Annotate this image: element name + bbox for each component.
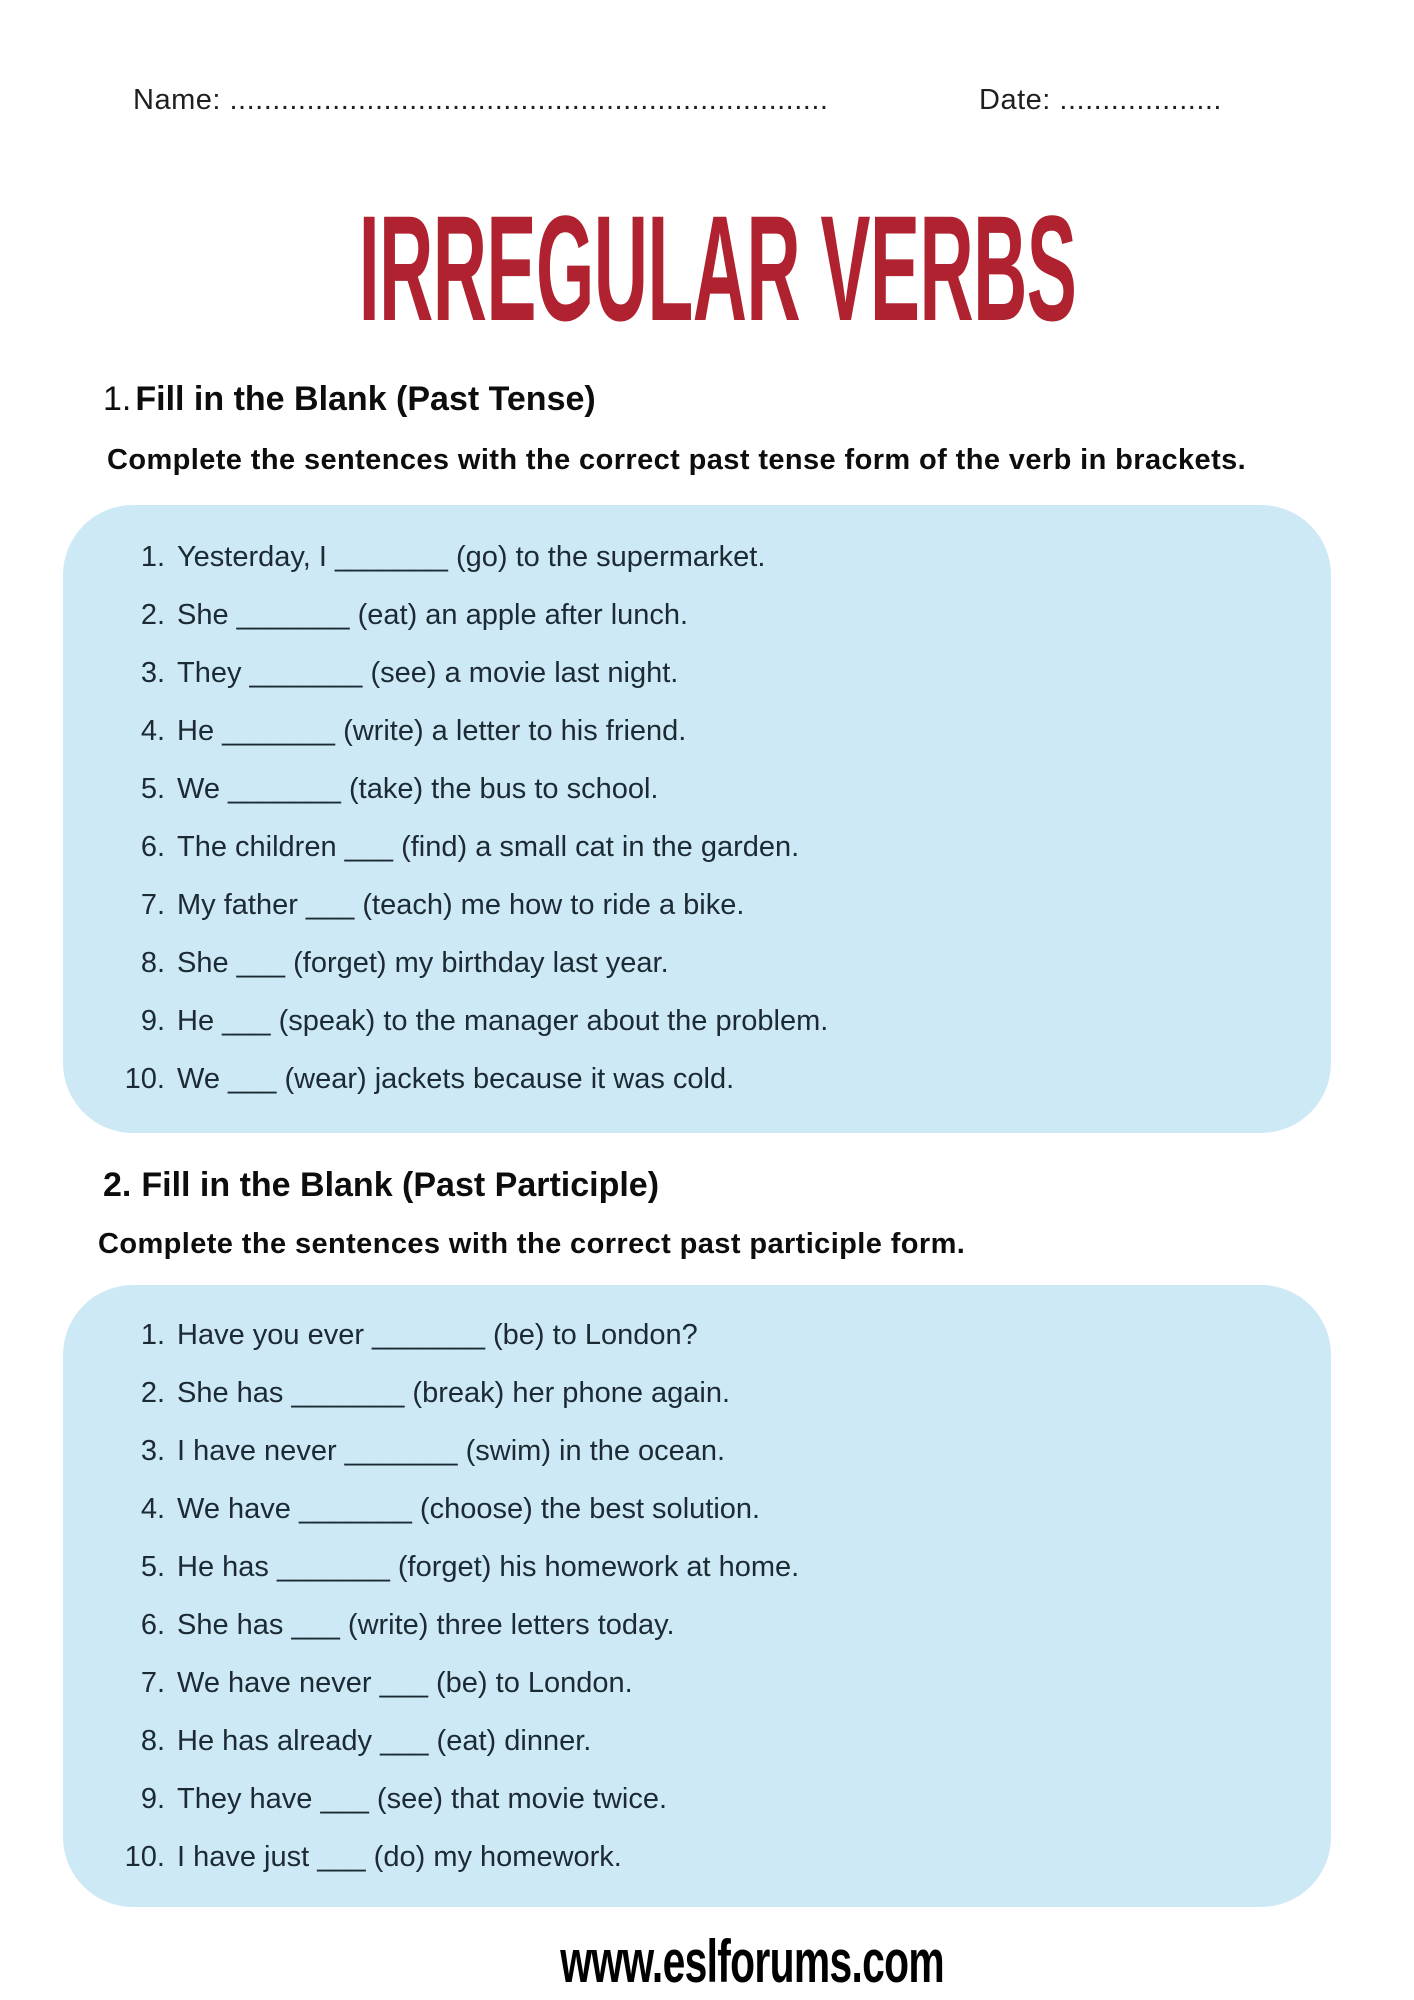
exercise-item <box>93 644 1301 702</box>
exercise-item <box>93 528 1301 586</box>
section-2-title: Fill in the Blank (Past Participle) <box>141 1166 660 1204</box>
item-text: She ___ (forget) my birthday last year. <box>177 947 669 979</box>
section-1-title: Fill in the Blank (Past Tense) <box>135 380 596 418</box>
section-2-number: 2. <box>103 1166 132 1204</box>
item-text: Have you ever _______ (be) to London? <box>177 1319 698 1351</box>
item-text: He has already ___ (eat) dinner. <box>177 1725 592 1757</box>
date-field: Date: ................... <box>979 84 1222 116</box>
item-text: She _______ (eat) an apple after lunch. <box>177 599 689 631</box>
item-number: 5. <box>140 1551 165 1583</box>
footer-row <box>0 1928 1414 1995</box>
exercise-panel-past-tense <box>63 505 1331 1133</box>
title-row <box>0 183 1414 352</box>
exercise-item <box>93 992 1301 1050</box>
item-number: 2. <box>140 599 165 631</box>
exercise-item <box>93 1770 1301 1828</box>
exercise-item <box>93 1828 1301 1886</box>
item-text: He has _______ (forget) his homework at home. <box>177 1551 800 1583</box>
exercise-item <box>93 818 1301 876</box>
item-text: He _______ (write) a letter to his friend. <box>177 715 687 747</box>
item-text: She has _______ (break) her phone again. <box>177 1377 731 1409</box>
item-number: 10. <box>124 1841 165 1873</box>
exercise-item <box>93 934 1301 992</box>
item-number: 9. <box>140 1005 165 1037</box>
exercise-item <box>93 1538 1301 1596</box>
item-text: We have never ___ (be) to London. <box>177 1667 633 1699</box>
exercise-item <box>93 1306 1301 1364</box>
item-number: 3. <box>140 1435 165 1467</box>
exercise-item <box>93 1654 1301 1712</box>
item-number: 10. <box>124 1063 165 1095</box>
exercise-item <box>93 1480 1301 1538</box>
item-number: 8. <box>140 947 165 979</box>
item-text: Yesterday, I _______ (go) to the supermarket. <box>177 541 766 573</box>
item-number: 4. <box>140 1493 165 1525</box>
item-number: 6. <box>140 831 165 863</box>
item-number: 1. <box>140 541 165 573</box>
website-url: www.eslforums.com <box>560 1928 944 1995</box>
item-number: 7. <box>140 889 165 921</box>
item-text: They _______ (see) a movie last night. <box>177 657 679 689</box>
section-2-instruction: Complete the sentences with the correct past participle form. <box>98 1228 966 1260</box>
item-text: I have just ___ (do) my homework. <box>177 1841 622 1873</box>
header-row <box>0 0 1414 117</box>
exercise-item <box>93 702 1301 760</box>
item-number: 8. <box>140 1725 165 1757</box>
item-text: I have never _______ (swim) in the ocean. <box>177 1435 726 1467</box>
exercise-item <box>93 1596 1301 1654</box>
item-text: We have _______ (choose) the best solution. <box>177 1493 761 1525</box>
exercise-item <box>93 1050 1301 1108</box>
item-number: 2. <box>140 1377 165 1409</box>
exercise-item <box>93 1364 1301 1422</box>
exercise-item <box>93 1422 1301 1480</box>
item-number: 1. <box>140 1319 165 1351</box>
section-2-heading <box>103 1163 1414 1207</box>
item-number: 5. <box>140 773 165 805</box>
item-text: We _______ (take) the bus to school. <box>177 773 659 805</box>
section-1-instruction: Complete the sentences with the correct past tense form of the verb in brackets. <box>107 444 1247 476</box>
page-title: IRREGULAR VERBS <box>358 183 1077 352</box>
exercise-item <box>93 586 1301 644</box>
item-text: The children ___ (find) a small cat in the garden. <box>177 831 800 863</box>
item-number: 4. <box>140 715 165 747</box>
exercise-item <box>93 760 1301 818</box>
name-field: Name: ...................................................................... <box>133 84 829 116</box>
item-number: 7. <box>140 1667 165 1699</box>
exercise-panel-past-participle <box>63 1285 1331 1907</box>
item-number: 9. <box>140 1783 165 1815</box>
item-number: 6. <box>140 1609 165 1641</box>
section-1-number: 1. <box>103 380 132 418</box>
item-text: He ___ (speak) to the manager about the problem. <box>177 1005 829 1037</box>
item-text: She has ___ (write) three letters today. <box>177 1609 675 1641</box>
item-text: We ___ (wear) jackets because it was cold. <box>177 1063 735 1095</box>
exercise-item <box>93 876 1301 934</box>
section-1-heading <box>103 377 1414 421</box>
exercise-item <box>93 1712 1301 1770</box>
item-text: My father ___ (teach) me how to ride a bike. <box>177 889 745 921</box>
item-text: They have ___ (see) that movie twice. <box>177 1783 668 1815</box>
item-number: 3. <box>140 657 165 689</box>
